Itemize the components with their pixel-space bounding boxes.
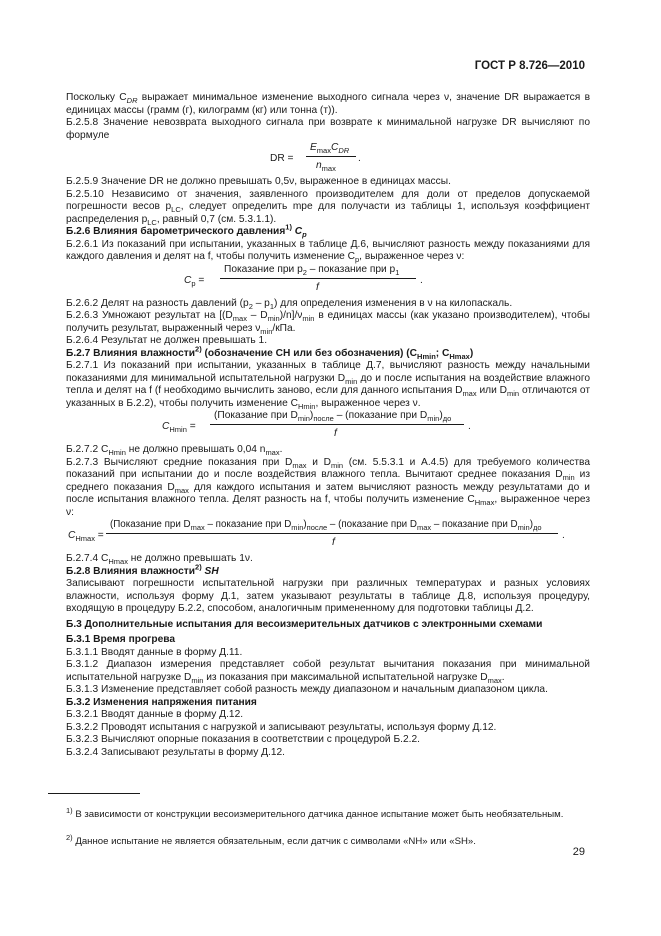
paragraph: Б.2.7.1 Из показаний при испытании, указанных в таблице Д.7, вычисляют разность между начальными показаниями для минимальной испытательной нагрузки $D_{min}$ до и после испытания на воздействие влажного тепла и делят на f (f необходимо вычислить заново, если для данного испытания $D_{max}$ или $D_{min}$ отличаются от указанных в Б.2.2), чтобы получить изменение $C_{Hmin}$, выраженное через ν. bbox=[66, 360, 590, 411]
section-heading: Б.2.8 Влияния влажности$^{2)}$ SH bbox=[66, 562, 219, 577]
footnote-1: $^{1)}$ В зависимости от конструкции весоизмерительного датчика данное испытание может быть необязательным. bbox=[66, 805, 564, 820]
paragraph: Б.3.1.3 Изменение представляет собой разность между диапазоном и начальным диапазоном цикла. bbox=[66, 684, 548, 695]
section-heading: Б.2.6 Влияния барометрического давления$^{1)}$ $C_p$ bbox=[66, 222, 307, 240]
paragraph: Б.2.7.3 Вычисляют средние показания при $D_{max}$ и $D_{min}$ (см. 5.5.3.1 и А.4.5) для требуемого количества показаний при испытании до и после воздействия влажного тепла. Вычитают среднее показания $D_{min}$ из среднего показания $D_{max}$ для каждого испытания и затем вычисляют разность между результатами до и после испытания влажного тепла. Делят разность на f, чтобы получить изменение $C_{Hmax}$, выраженное через ν: bbox=[66, 456, 591, 518]
paragraph: Б.2.5.10 Независимо от значения, заявленного производителем для доли от пределов допускаемой погрешности весов $p_{LC}$, следует определить mpe для получасти из таблицы 1, используя коэффициент распределения $p_{LC}$, равный 0,7 (см. 5.3.1.1). bbox=[66, 188, 590, 227]
paragraph: Б.2.6.4 Результат не должен превышать 1. bbox=[66, 335, 268, 346]
paragraph: Б.3.2.1 Вводят данные в форму Д.12. bbox=[66, 709, 244, 720]
paragraph: Б.2.7.4 $C_{Hmax}$ не должно превышать 1ν. bbox=[66, 553, 253, 567]
section-heading: Б.3.2 Изменения напряжения питания bbox=[66, 696, 257, 708]
paragraph: Б.2.5.9 Значение DR не должно превышать 0,5ν, выраженное в единицах массы. bbox=[66, 176, 451, 187]
section-heading: Б.3.1 Время прогрева bbox=[66, 634, 176, 645]
paragraph: Поскольку $C_{DR}$ выражает минимальное изменение выходного сигнала через ν, значение DR выражается в единицах массы (грамм (г), килограмм (кг) или тонна (т)). bbox=[66, 92, 590, 116]
page-number: 29 bbox=[572, 846, 585, 858]
paragraph: Б.3.2.4 Записывают результаты в форму Д.12. bbox=[66, 746, 286, 758]
paragraph: Б.2.7.2 $C_{Hmin}$ не должно превышать 0,04 $n_{max}$. bbox=[66, 444, 283, 458]
paragraph: Записывают погрешности испытательной нагрузки при различных температурах и разных условиях влажности, используя форму Д.1, затем указывают результаты в таблице Д.8, используя процедуру, входящую в процедуру Б.2.2, способом, аналогичным примененному для подготовки таблицы Д.2. bbox=[66, 578, 590, 614]
formula-chmax: $C_{Hmax}$ = (Показание при $D_{max}$ – показание при $D_{min})_{после}$ – (показание при $D_{max}$ – показание при $D_{min})_{до}$ f . bbox=[68, 519, 565, 548]
paragraph: Б.3.1.2 Диапазон измерения представляет собой результат вычитания показания при минимальной испытательной нагрузке $D_{min}$ из показания при максимальной испытательной нагрузке $D_{max}$. bbox=[66, 659, 590, 685]
document-header: ГОСТ Р 8.726—2010 bbox=[474, 60, 585, 72]
section-heading: Б.3 Дополнительные испытания для весоизмерительных датчиков с электронными схемами bbox=[66, 618, 543, 630]
document-body bbox=[48, 92, 590, 759]
section-heading: Б.2.7 Влияния влажности$^{2)}$ (обозначение CH или без обозначения) ($C_{Hmin}$; $C_{Hmax}$) bbox=[66, 344, 474, 361]
paragraph: Б.3.2.2 Проводят испытания с нагрузкой и записывают результаты, используя форму Д.12. bbox=[66, 721, 497, 733]
paragraph: Б.3.1.1 Вводят данные в форму Д.11. bbox=[66, 646, 243, 658]
footnote-divider bbox=[48, 793, 140, 794]
paragraph: Б.2.6.1 Из показаний при испытании, указанных в таблице Д.6, вычисляют разность между показаниями для каждого давления и делят на f, чтобы получить изменение $C_p$, выраженное через ν: bbox=[66, 238, 590, 265]
footnote-2: $^{2)}$ Данное испытание не является обязательным, если датчик с символами «NH» или «SH». bbox=[66, 832, 476, 847]
paragraph: Б.2.5.8 Значение невозврата выходного сигнала при возврате к минимальной нагрузке DR вычисляют по формуле bbox=[66, 117, 590, 141]
formula-cp: $C_p$ = Показание при $p_2$ – показание при $p_1$ f . bbox=[184, 263, 423, 293]
paragraph: Б.3.2.3 Вычисляют опорные показания в соответствии с процедурой Б.2.2. bbox=[66, 734, 420, 745]
paragraph: Б.2.6.2 Делят на разность давлений $(p_2 - p_1)$ для определения изменения в ν на килопаскаль. bbox=[66, 297, 513, 311]
paragraph: Б.2.6.3 Умножают результат на $[(D_{max} - D_{min})/n]/\nu_{min}$ в единицах массы (как указано производителем), чтобы получить результат, выраженный через $\nu_{min}$/кПа. bbox=[66, 310, 591, 336]
formula-chmin: $C_{Hmin}$ = (Показание при $D_{min})_{после}$ – (показание при $D_{min})_{до}$ f . bbox=[162, 410, 471, 439]
formula-dr: DR = $E_{max}C_{DR}$ $n_{max}$ . bbox=[270, 142, 361, 174]
